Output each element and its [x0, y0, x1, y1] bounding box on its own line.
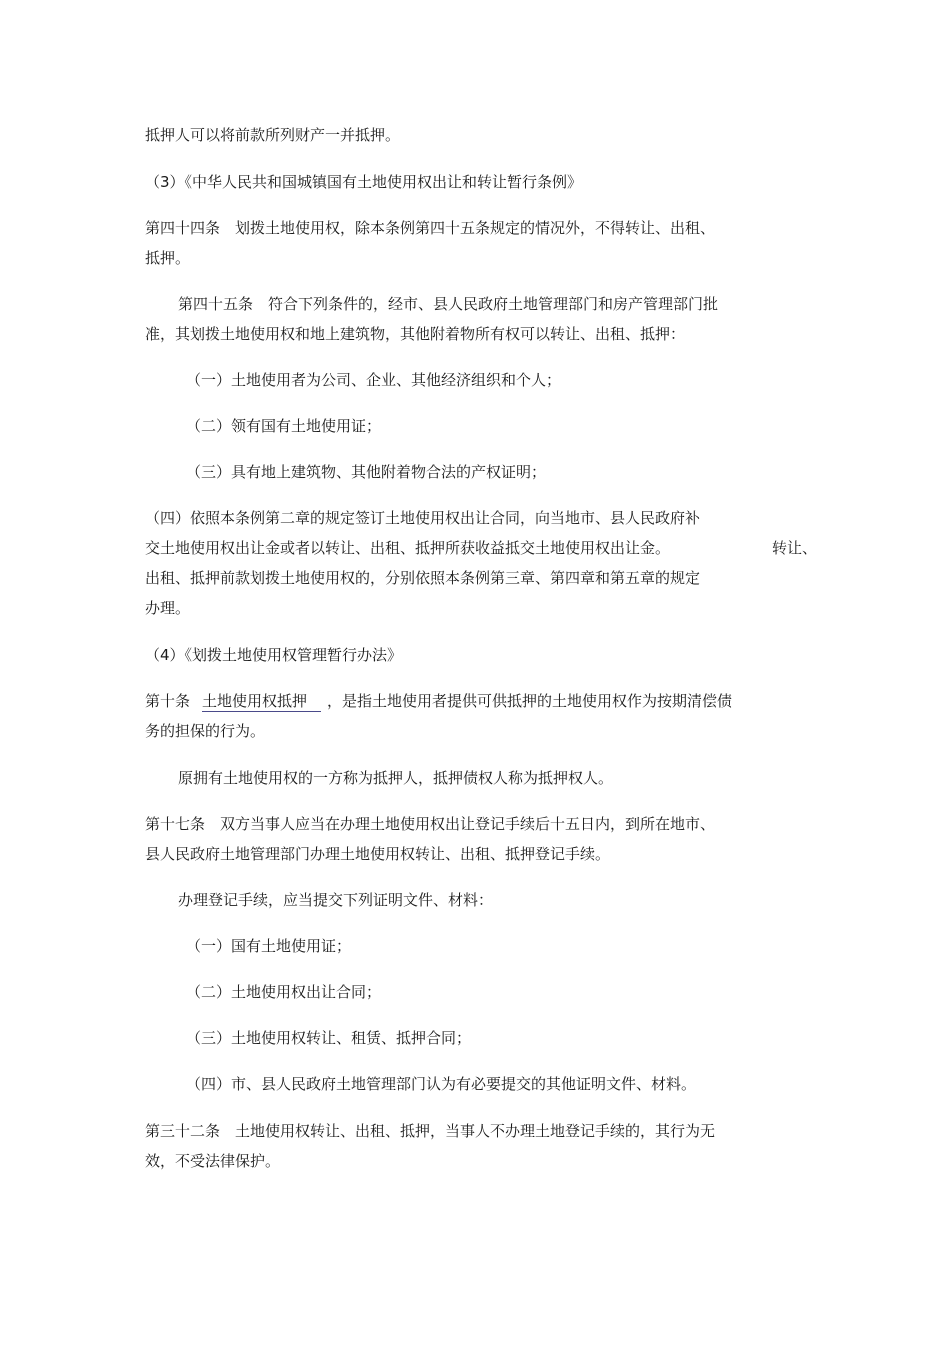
text-line: 办理登记手续，应当提交下列证明文件、材料：	[178, 891, 494, 909]
text-line: ，是指土地使用者提供可供抵押的土地使用权作为按期清偿债	[327, 692, 733, 710]
text-line: 原拥有土地使用权的一方称为抵押人，抵押债权人称为抵押权人。	[178, 769, 614, 787]
text-line: 务的担保的行为。	[145, 722, 266, 740]
text-line: 第三十二条 土地使用权转让、出租、抵押，当事人不办理土地登记手续的，其行为无	[145, 1122, 716, 1140]
text-line: 抵押人可以将前款所列财产一并抵押。	[145, 126, 401, 144]
text-line: 第四十五条 符合下列条件的，经市、县人民政府土地管理部门和房产管理部门批	[178, 295, 719, 313]
text-line: 转让、	[772, 539, 818, 557]
text-line: 第十条	[145, 692, 191, 710]
text-line: （二）领有国有土地使用证；	[186, 417, 382, 435]
text-line: （三）具有地上建筑物、其他附着物合法的产权证明；	[186, 463, 547, 481]
text-line: 第四十四条 划拨土地使用权，除本条例第四十五条规定的情况外，不得转让、出租、	[145, 219, 716, 237]
text-line: （一）国有土地使用证；	[186, 937, 352, 955]
text-line: （三）土地使用权转让、租赁、抵押合同；	[186, 1029, 472, 1047]
text-line: （四）市、县人民政府土地管理部门认为有必要提交的其他证明文件、材料。	[186, 1075, 697, 1093]
text-line: 交土地使用权出让金或者以转让、出租、抵押所获收益抵交土地使用权出让金。	[145, 539, 671, 557]
text-line: （4）《划拨土地使用权管理暂行办法》	[145, 646, 403, 664]
text-line: 抵押。	[145, 249, 191, 267]
text-line: 准，其划拨土地使用权和地上建筑物，其他附着物所有权可以转让、出租、抵押：	[145, 325, 686, 343]
text-line: （四）依照本条例第二章的规定签订土地使用权出让合同，向当地市、县人民政府补	[145, 509, 701, 527]
text-line: 县人民政府土地管理部门办理土地使用权转让、出租、抵押登记手续。	[145, 845, 611, 863]
text-line: 办理。	[145, 599, 191, 617]
text-line: 出租、抵押前款划拨土地使用权的，分别依照本条例第三章、第四章和第五章的规定	[145, 569, 701, 587]
text-line: （3）《中华人民共和国城镇国有土地使用权出让和转让暂行条例》	[145, 173, 583, 191]
text-line: （一）土地使用者为公司、企业、其他经济组织和个人；	[186, 371, 562, 389]
underlined-term: 土地使用权抵押	[202, 691, 321, 712]
text-line: 效，不受法律保护。	[145, 1152, 281, 1170]
text-line: （二）土地使用权出让合同；	[186, 983, 382, 1001]
text-line: 第十七条 双方当事人应当在办理土地使用权出让登记手续后十五日内，到所在地市、	[145, 815, 716, 833]
